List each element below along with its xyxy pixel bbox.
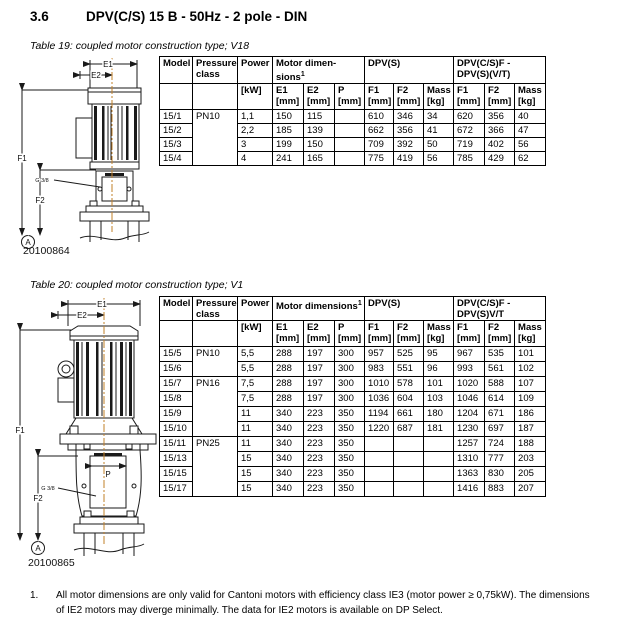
value-cell [394, 482, 424, 497]
value-cell: 207 [515, 482, 546, 497]
pressure-class-cell: PN25 [193, 437, 238, 497]
value-cell: 197 [304, 362, 335, 377]
value-cell: 340 [273, 407, 304, 422]
header-row-groups [160, 297, 546, 321]
sub-col: Mass [kg] [424, 321, 454, 347]
value-cell [365, 437, 394, 452]
value-cell: 340 [273, 437, 304, 452]
sub-col: P [mm] [335, 84, 365, 110]
col-power: Power [238, 57, 273, 84]
model-cell: 15/7 [160, 377, 193, 392]
empty-cell [160, 321, 193, 347]
value-cell: 139 [304, 124, 335, 138]
value-cell: 356 [485, 110, 515, 124]
value-cell: 205 [515, 467, 546, 482]
value-cell: 115 [304, 110, 335, 124]
value-cell: 402 [485, 138, 515, 152]
value-cell: 993 [454, 362, 485, 377]
value-cell: 350 [335, 422, 365, 437]
datum-marker: A [25, 238, 31, 247]
value-cell [335, 124, 365, 138]
figure-id: 20100864 [23, 245, 70, 257]
value-cell: 7,5 [238, 392, 273, 407]
value-cell: 300 [335, 392, 365, 407]
value-cell: 11 [238, 407, 273, 422]
value-cell: 96 [424, 362, 454, 377]
header-row-units [160, 321, 546, 347]
footnote-number: 1. [30, 590, 39, 601]
sub-col: F1 [mm] [454, 321, 485, 347]
group-dpvf: DPV(C/S)F - DPV(S)(V/T) [454, 57, 546, 84]
sub-col: F1 [mm] [365, 321, 394, 347]
table-20 [159, 296, 546, 497]
value-cell [365, 482, 394, 497]
pressure-class-cell: PN10 [193, 347, 238, 377]
value-cell: 223 [304, 482, 335, 497]
value-cell: 671 [485, 407, 515, 422]
value-cell: 197 [304, 392, 335, 407]
dim-label-e1: E1 [97, 300, 107, 309]
value-cell: 620 [454, 110, 485, 124]
value-cell: 223 [304, 422, 335, 437]
value-cell: 350 [335, 467, 365, 482]
dim-label-e1: E1 [103, 60, 113, 69]
value-cell: 672 [454, 124, 485, 138]
pressure-class-cell: PN10 [193, 110, 238, 166]
value-cell: 223 [304, 452, 335, 467]
value-cell: 41 [424, 124, 454, 138]
pressure-class-cell: PN16 [193, 377, 238, 437]
value-cell: 350 [335, 437, 365, 452]
dim-label-e2: E2 [77, 311, 87, 320]
value-cell: 1257 [454, 437, 485, 452]
value-cell: 102 [515, 362, 546, 377]
value-cell: 11 [238, 437, 273, 452]
value-cell: 392 [394, 138, 424, 152]
value-cell: 340 [273, 467, 304, 482]
model-cell: 15/1 [160, 110, 193, 124]
value-cell: 1363 [454, 467, 485, 482]
value-cell: 967 [454, 347, 485, 362]
value-cell: 150 [273, 110, 304, 124]
col-model: Model [160, 57, 193, 84]
value-cell: 551 [394, 362, 424, 377]
model-cell: 15/11 [160, 437, 193, 452]
value-cell: 40 [515, 110, 546, 124]
sub-col: E2 [mm] [304, 321, 335, 347]
value-cell: 1010 [365, 377, 394, 392]
value-cell: 288 [273, 392, 304, 407]
value-cell: 11 [238, 422, 273, 437]
footnote-text: All motor dimensions are only valid for Cantoni motors with efficiency class IE3 (motor power ≥ 0,75kW). The dimensions of IE2 motors may diverge minimally. The data for IE2 motors is available on DP Select. [56, 590, 590, 616]
value-cell: 662 [365, 124, 394, 138]
value-cell: 1204 [454, 407, 485, 422]
value-cell: 883 [485, 482, 515, 497]
empty-cell [193, 84, 238, 110]
table20-caption: Table 20: coupled motor construction type; V1 [30, 279, 244, 291]
value-cell: 661 [394, 407, 424, 422]
value-cell: 340 [273, 422, 304, 437]
value-cell: 288 [273, 362, 304, 377]
value-cell: 340 [273, 452, 304, 467]
header-row-units [160, 84, 546, 110]
sub-col: E1 [mm] [273, 84, 304, 110]
value-cell: 777 [485, 452, 515, 467]
dim-label-f2: F2 [33, 494, 43, 503]
value-cell: 5,5 [238, 347, 273, 362]
section-number: 3.6 [30, 9, 49, 24]
value-cell: 610 [365, 110, 394, 124]
model-cell: 15/8 [160, 392, 193, 407]
value-cell: 535 [485, 347, 515, 362]
value-cell: 1036 [365, 392, 394, 407]
model-cell: 15/3 [160, 138, 193, 152]
value-cell: 3 [238, 138, 273, 152]
value-cell: 429 [485, 152, 515, 166]
model-cell: 15/15 [160, 467, 193, 482]
section-title: DPV(C/S) 15 B - 50Hz - 2 pole - DIN [86, 9, 308, 24]
value-cell: 366 [485, 124, 515, 138]
value-cell: 288 [273, 347, 304, 362]
group-dpvs: DPV(S) [365, 297, 454, 321]
group-dpvf: DPV(C/S)F - DPV(S)V/T [454, 297, 546, 321]
value-cell [394, 452, 424, 467]
sub-col: F2 [mm] [485, 321, 515, 347]
sub-col: E2 [mm] [304, 84, 335, 110]
group-motor-dimensions: Motor dimen-sions$^1$ [273, 57, 365, 84]
value-cell: 300 [335, 362, 365, 377]
sub-col: F1 [mm] [365, 84, 394, 110]
value-cell: 15 [238, 482, 273, 497]
value-cell: 350 [335, 482, 365, 497]
dim-label-f1: F1 [17, 154, 27, 163]
unit-kw: [kW] [238, 84, 273, 110]
model-cell: 15/5 [160, 347, 193, 362]
col-pressure-class: Pressure class [193, 297, 238, 321]
table19-caption: Table 19: coupled motor construction type; V18 [30, 40, 250, 52]
value-cell: 180 [424, 407, 454, 422]
sub-col: Mass [kg] [515, 84, 546, 110]
group-dpvs: DPV(S) [365, 57, 454, 84]
value-cell [424, 452, 454, 467]
value-cell: 15 [238, 467, 273, 482]
value-cell: 1194 [365, 407, 394, 422]
value-cell: 614 [485, 392, 515, 407]
sub-col: F2 [mm] [394, 84, 424, 110]
model-cell: 15/10 [160, 422, 193, 437]
value-cell: 350 [335, 452, 365, 467]
sub-col: Mass [kg] [424, 84, 454, 110]
value-cell: 34 [424, 110, 454, 124]
model-cell: 15/2 [160, 124, 193, 138]
value-cell: 181 [424, 422, 454, 437]
datum-marker: A [35, 544, 41, 553]
value-cell: 340 [273, 482, 304, 497]
pump-drawing-v18 [10, 56, 160, 256]
value-cell: 4 [238, 152, 273, 166]
value-cell [394, 437, 424, 452]
table-row [160, 377, 546, 392]
value-cell: 588 [485, 377, 515, 392]
sub-col: E1 [mm] [273, 321, 304, 347]
value-cell: 186 [515, 407, 546, 422]
value-cell: 300 [335, 347, 365, 362]
value-cell: 223 [304, 467, 335, 482]
value-cell: 1020 [454, 377, 485, 392]
value-cell: 785 [454, 152, 485, 166]
value-cell: 724 [485, 437, 515, 452]
value-cell: 188 [515, 437, 546, 452]
dim-label-p: P [105, 470, 111, 479]
value-cell: 525 [394, 347, 424, 362]
value-cell: 199 [273, 138, 304, 152]
dim-label-f1: F1 [15, 426, 25, 435]
value-cell: 1310 [454, 452, 485, 467]
value-cell: 95 [424, 347, 454, 362]
table-row [160, 437, 546, 452]
value-cell: 101 [424, 377, 454, 392]
value-cell: 101 [515, 347, 546, 362]
port-label: G 3/8 [35, 178, 49, 184]
value-cell: 830 [485, 467, 515, 482]
model-cell: 15/4 [160, 152, 193, 166]
value-cell: 957 [365, 347, 394, 362]
value-cell: 241 [273, 152, 304, 166]
value-cell: 109 [515, 392, 546, 407]
value-cell: 709 [365, 138, 394, 152]
value-cell: 350 [335, 407, 365, 422]
value-cell: 604 [394, 392, 424, 407]
value-cell [424, 482, 454, 497]
value-cell: 223 [304, 437, 335, 452]
value-cell: 288 [273, 377, 304, 392]
page-title [30, 9, 307, 24]
dim-label-e2: E2 [91, 71, 101, 80]
table-row [160, 110, 546, 124]
value-cell: 1230 [454, 422, 485, 437]
empty-cell [193, 321, 238, 347]
model-cell: 15/9 [160, 407, 193, 422]
value-cell: 1046 [454, 392, 485, 407]
value-cell: 687 [394, 422, 424, 437]
value-cell [365, 452, 394, 467]
header-row-groups [160, 57, 546, 84]
sub-col: Mass [kg] [515, 321, 546, 347]
empty-cell [160, 84, 193, 110]
model-cell: 15/6 [160, 362, 193, 377]
value-cell: 5,5 [238, 362, 273, 377]
table-19 [159, 56, 546, 166]
value-cell: 2,2 [238, 124, 273, 138]
value-cell: 346 [394, 110, 424, 124]
sub-col: P [mm] [335, 321, 365, 347]
sub-col: F2 [mm] [485, 84, 515, 110]
value-cell: 56 [424, 152, 454, 166]
col-model: Model [160, 297, 193, 321]
pump-drawing-v1 [10, 296, 160, 556]
footnote [30, 588, 590, 618]
value-cell: 983 [365, 362, 394, 377]
value-cell: 1,1 [238, 110, 273, 124]
value-cell: 197 [304, 377, 335, 392]
col-pressure-class: Pressure class [193, 57, 238, 84]
table-row [160, 347, 546, 362]
figure-id: 20100865 [28, 557, 75, 569]
unit-kw: [kW] [238, 321, 273, 347]
value-cell: 1220 [365, 422, 394, 437]
value-cell [394, 467, 424, 482]
value-cell: 578 [394, 377, 424, 392]
value-cell: 103 [424, 392, 454, 407]
value-cell [335, 152, 365, 166]
value-cell: 187 [515, 422, 546, 437]
value-cell: 15 [238, 452, 273, 467]
value-cell: 775 [365, 152, 394, 166]
value-cell: 223 [304, 407, 335, 422]
value-cell: 107 [515, 377, 546, 392]
value-cell [335, 138, 365, 152]
value-cell: 185 [273, 124, 304, 138]
value-cell: 7,5 [238, 377, 273, 392]
value-cell: 1416 [454, 482, 485, 497]
value-cell: 62 [515, 152, 546, 166]
value-cell: 165 [304, 152, 335, 166]
value-cell: 719 [454, 138, 485, 152]
model-cell: 15/17 [160, 482, 193, 497]
value-cell: 150 [304, 138, 335, 152]
value-cell: 561 [485, 362, 515, 377]
dim-label-f2: F2 [35, 196, 45, 205]
value-cell: 203 [515, 452, 546, 467]
value-cell [424, 467, 454, 482]
value-cell: 300 [335, 377, 365, 392]
value-cell [365, 467, 394, 482]
value-cell: 56 [515, 138, 546, 152]
value-cell: 356 [394, 124, 424, 138]
group-motor-dimensions: Motor dimensions$^1$ [273, 297, 365, 321]
col-power: Power [238, 297, 273, 321]
value-cell: 197 [304, 347, 335, 362]
model-cell: 15/13 [160, 452, 193, 467]
value-cell [335, 110, 365, 124]
value-cell [424, 437, 454, 452]
value-cell: 47 [515, 124, 546, 138]
value-cell: 419 [394, 152, 424, 166]
port-label: G 3/8 [41, 486, 55, 492]
value-cell: 50 [424, 138, 454, 152]
value-cell: 697 [485, 422, 515, 437]
sub-col: F1 [mm] [454, 84, 485, 110]
sub-col: F2 [mm] [394, 321, 424, 347]
